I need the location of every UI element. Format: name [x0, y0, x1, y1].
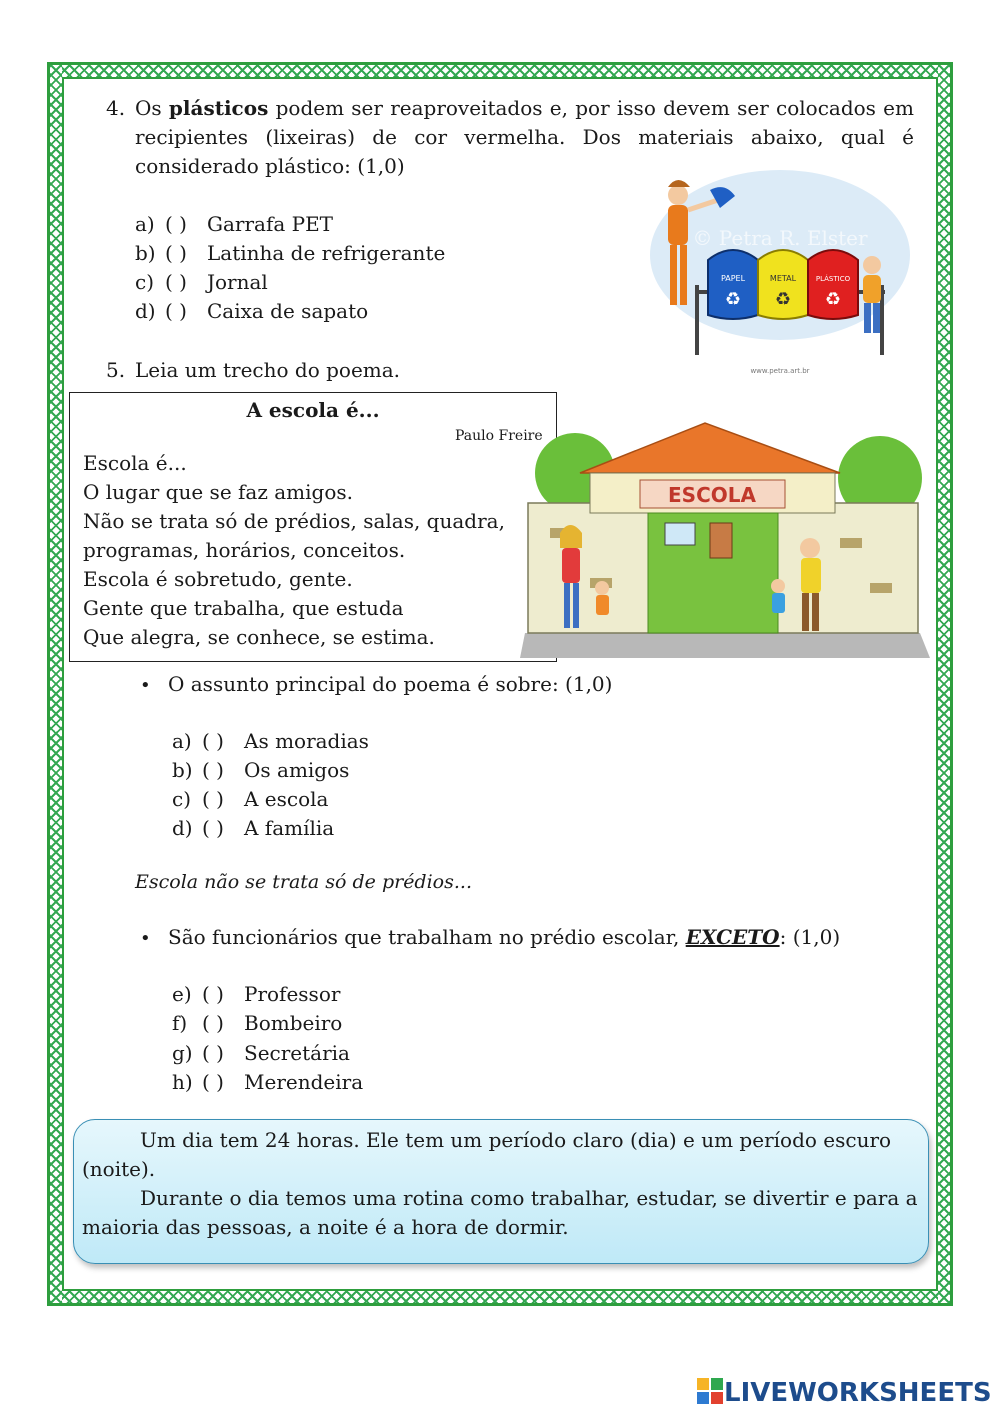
question-4-text: Os plásticos podem ser reaproveitados e, por isso devem ser colocados em recipientes (lixeiras) de cor vermelha. Dos materiais abaixo, qual é considerado plástico: (1,0) — [135, 96, 914, 178]
checkbox[interactable]: ( ) — [202, 816, 224, 840]
recycling-bins-illustration — [640, 165, 910, 380]
checkbox[interactable]: ( ) — [202, 787, 224, 811]
checkbox[interactable]: ( ) — [202, 729, 224, 753]
plastic-bin — [808, 250, 858, 319]
checkbox[interactable]: ( ) — [165, 270, 187, 294]
emphasis-exceto: EXCETO — [685, 925, 780, 949]
option-b[interactable]: b) ( ) Latinha de refrigerante — [135, 239, 445, 268]
paper-bin — [708, 250, 758, 319]
poem-line: Que alegra, se conhece, se estima. — [83, 625, 435, 649]
poem-lines — [83, 449, 505, 652]
option-a[interactable]: a) ( ) As moradias — [172, 727, 369, 756]
poem-author: Paulo Freire — [455, 428, 543, 444]
liveworksheets-logo-icon — [697, 1378, 723, 1404]
question-number: 4. — [106, 96, 126, 120]
checkbox[interactable]: ( ) — [202, 1041, 224, 1065]
poem-line: O lugar que se faz amigos. — [83, 480, 353, 504]
bold-keyword: plásticos — [168, 96, 269, 120]
svg-text:PAPEL: PAPEL — [720, 274, 746, 283]
checkbox[interactable]: ( ) — [202, 758, 224, 782]
option-d[interactable]: d) ( ) A família — [172, 814, 334, 843]
svg-text:PLÁSTICO: PLÁSTICO — [815, 275, 851, 283]
svg-text:♻: ♻ — [824, 289, 842, 310]
question-5: 5. Leia um trecho do poema. — [106, 358, 401, 382]
poem-line: Escola é... — [83, 451, 187, 475]
checkbox[interactable]: ( ) — [202, 1011, 224, 1035]
school-illustration — [520, 418, 930, 664]
svg-text:METAL: METAL — [769, 274, 797, 283]
svg-text:www.petra.art.br: www.petra.art.br — [750, 367, 810, 375]
info-paragraph-2: Durante o dia temos uma rotina como trabalhar, estudar, se divertir e para a maioria das pessoas, a noite é a hora de dormir. — [82, 1186, 918, 1239]
poem-line: Não se trata só de prédios, salas, quadra, — [83, 509, 505, 533]
liveworksheets-logo[interactable]: LIVEWORKSHEETS — [724, 1378, 992, 1408]
poem-quote: Escola não se trata só de prédios... — [135, 871, 472, 893]
checkbox[interactable]: ( ) — [165, 212, 187, 236]
metal-bin — [758, 250, 808, 319]
checkbox[interactable]: ( ) — [202, 1070, 224, 1094]
svg-text:♻: ♻ — [774, 289, 792, 310]
option-g[interactable]: g) ( ) Secretária — [172, 1039, 350, 1068]
checkbox[interactable]: ( ) — [165, 299, 187, 323]
checkbox[interactable]: ( ) — [165, 241, 187, 265]
option-a[interactable]: a) ( ) Garrafa PET — [135, 210, 333, 239]
info-paragraph-1: Um dia tem 24 horas. Ele tem um período claro (dia) e um período escuro (noite). — [82, 1128, 892, 1181]
option-f[interactable]: f) ( ) Bombeiro — [172, 1009, 342, 1038]
poem-line: Gente que trabalha, que estuda — [83, 596, 404, 620]
option-h[interactable]: h) ( ) Merendeira — [172, 1068, 363, 1097]
checkbox[interactable]: ( ) — [202, 982, 224, 1006]
svg-text:© Petra R. Elster: © Petra R. Elster — [692, 226, 868, 250]
option-c[interactable]: c) ( ) A escola — [172, 785, 328, 814]
question-except: • São funcionários que trabalham no prédio escolar, EXCETO: (1,0) — [140, 925, 841, 949]
option-d[interactable]: d) ( ) Caixa de sapato — [135, 297, 368, 326]
option-e[interactable]: e) ( ) Professor — [172, 980, 340, 1009]
svg-text:♻: ♻ — [724, 289, 742, 310]
poem-line: Escola é sobretudo, gente. — [83, 567, 353, 591]
poem-line: programas, horários, conceitos. — [83, 538, 406, 562]
info-text — [82, 1126, 920, 1242]
option-c[interactable]: c) ( ) Jornal — [135, 268, 268, 297]
school-sign: ESCOLA — [668, 483, 756, 507]
question-main-subject: • O assunto principal do poema é sobre: (1,0) — [140, 672, 613, 696]
option-b[interactable]: b) ( ) Os amigos — [172, 756, 349, 785]
poem-title: A escola é... — [246, 398, 380, 422]
